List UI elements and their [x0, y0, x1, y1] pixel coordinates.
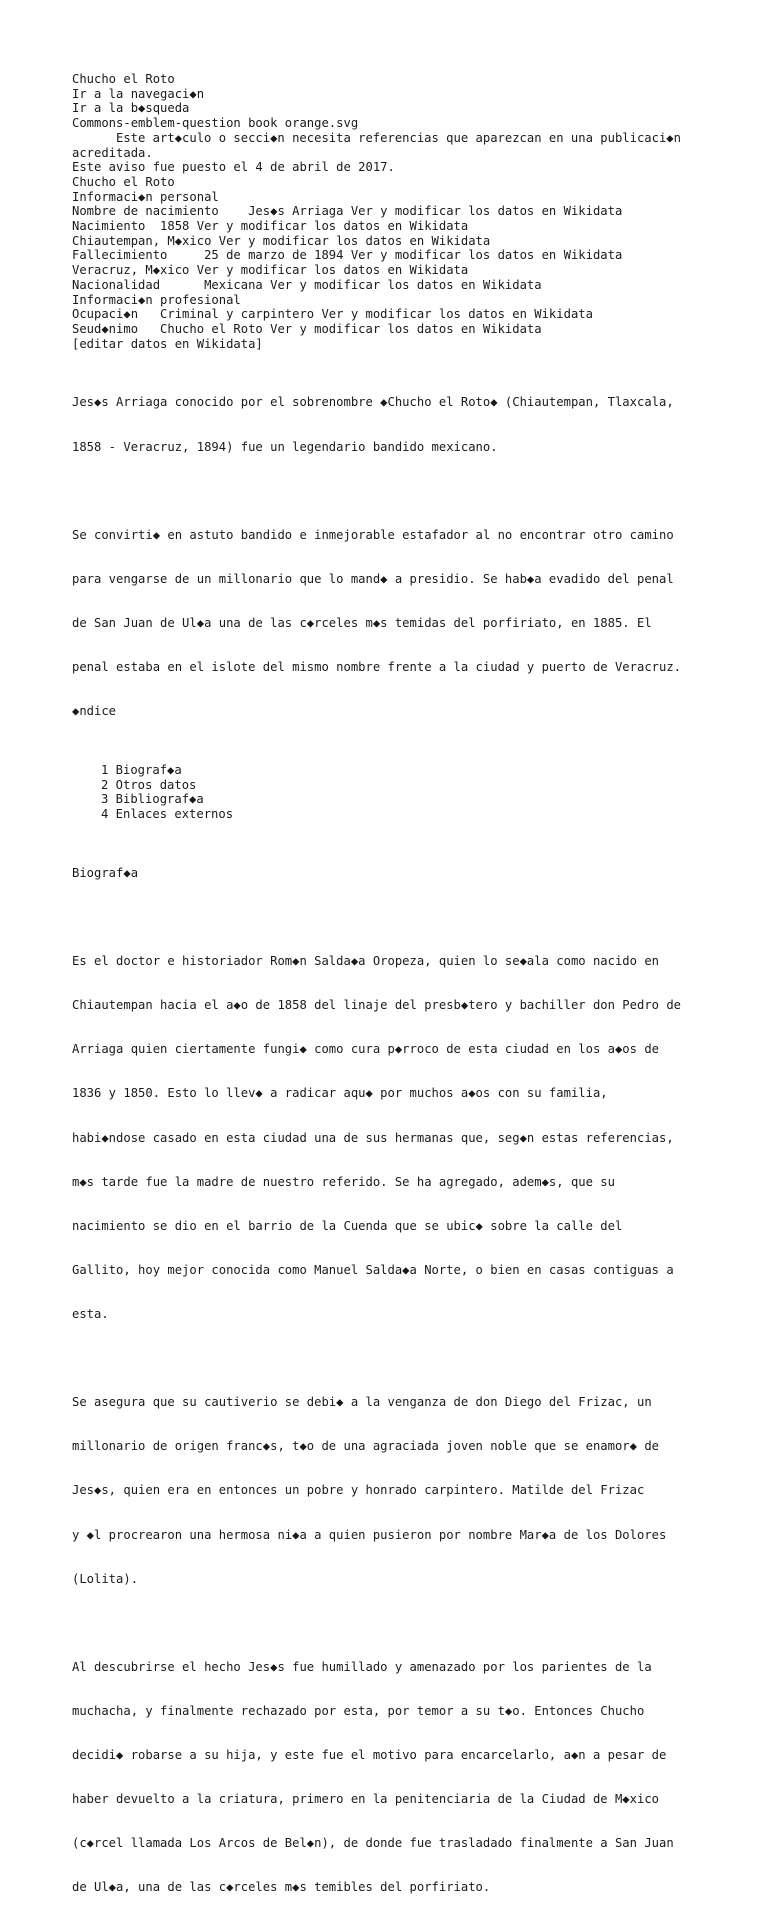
bio-line: habi◆ndose casado en esta ciudad una de sus hermanas que, seg◆n estas referencias, — [72, 1130, 674, 1145]
bio-line: nacimiento se dio en el barrio de la Cuenda que se ubic◆ sobre la calle del — [72, 1218, 623, 1233]
page-title: Chucho el Roto — [72, 72, 175, 86]
infobox-row-death-place[interactable]: Veracruz, M◆xico Ver y modificar los datos en Wikidata — [72, 263, 469, 278]
infobox-personal-header: Informaci◆n personal — [72, 189, 219, 204]
section-heading-text: Biograf◆a — [72, 865, 139, 880]
intro-line: 1858 - Veracruz, 1894) fue un legendario bandido mexicano. — [72, 439, 498, 454]
intro-line: Jes◆s Arriaga conocido por el sobrenombre ◆Chucho el Roto◆ (Chiautempan, Tlaxcala, — [72, 395, 674, 410]
bio-line: Se asegura que su cautiverio se debi◆ a la venganza de don Diego del Frizac, un — [72, 1395, 652, 1410]
infobox-row-occupation[interactable]: Ocupaci◆n Criminal y carpintero Ver y modificar los datos en Wikidata — [72, 307, 593, 322]
section-heading-biografia — [72, 837, 712, 911]
notice-image-caption[interactable]: Commons-emblem-question book orange.svg — [72, 116, 359, 131]
intro-paragraph — [72, 366, 712, 484]
bio-line: Jes◆s, quien era en entonces un pobre y honrado carpintero. Matilde del Frizac — [72, 1483, 645, 1498]
bio-line: haber devuelto a la criatura, primero en la penitenciaria de la Ciudad de M◆xico — [72, 1792, 659, 1807]
toc-item-bibliografia[interactable]: 3 Bibliograf◆a — [101, 792, 204, 807]
summary-line: Se convirti◆ en astuto bandido e inmejorable estafador al no encontrar otro camino — [72, 527, 674, 542]
bio-line: Chiautempan hacia el a◆o de 1858 del linaje del presb◆tero y bachiller don Pedro de — [72, 998, 682, 1013]
summary-line: penal estaba en el islote del mismo nombre frente a la ciudad y puerto de Veracruz. — [72, 660, 682, 675]
bio-line: y ◆l procrearon una hermosa ni◆a a quien pusieron por nombre Mar◆a de los Dolores — [72, 1527, 667, 1542]
bio-line: (c◆rcel llamada Los Arcos de Bel◆n), de donde fue trasladado finalmente a San Juan — [72, 1836, 674, 1851]
skip-to-search-link[interactable]: Ir a la b◆squeda — [72, 101, 190, 116]
biography-paragraph-1 — [72, 925, 712, 1351]
skip-to-navigation-link[interactable]: Ir a la navegaci◆n — [72, 86, 205, 101]
document-body — [72, 72, 712, 1924]
bio-line: Es el doctor e historiador Rom◆n Salda◆a Oropeza, quien lo se◆ala como nacido en — [72, 954, 659, 969]
bio-line: millonario de origen franc◆s, t◆o de una agraciada joven noble que se enamor◆ de — [72, 1439, 659, 1454]
biography-paragraph-3 — [72, 1630, 712, 1924]
infobox-professional-header: Informaci◆n profesional — [72, 292, 241, 307]
notice-text-line-2: acreditada. — [72, 145, 153, 160]
bio-line: de Ul◆a, una de las c◆rceles m◆s temibles del porfiriato. — [72, 1880, 491, 1895]
toc-item-biografia[interactable]: 1 Biograf◆a — [101, 763, 182, 777]
table-of-contents — [72, 763, 712, 822]
infobox-row-birth[interactable]: Nacimiento 1858 Ver y modificar los datos en Wikidata — [72, 219, 469, 234]
bio-line: 1836 y 1850. Esto lo llev◆ a radicar aqu◆ por muchos a◆os con su familia, — [72, 1086, 608, 1101]
summary-line: para vengarse de un millonario que lo mand◆ a presidio. Se hab◆a evadido del penal — [72, 571, 674, 586]
toc-heading: ◆ndice — [72, 704, 117, 719]
infobox-row-birth-name[interactable]: Nombre de nacimiento Jes◆s Arriaga Ver y modificar los datos en Wikidata — [72, 204, 623, 219]
bio-line: muchacha, y finalmente rechazado por esta, por temor a su t◆o. Entonces Chucho — [72, 1703, 645, 1718]
bio-line: Arriaga quien ciertamente fungi◆ como cura p◆rroco de esta ciudad en los a◆os de — [72, 1042, 659, 1057]
toc-item-otros-datos[interactable]: 2 Otros datos — [101, 777, 197, 792]
edit-wikidata-link[interactable]: [editar datos en Wikidata] — [72, 336, 263, 351]
bio-line: esta. — [72, 1306, 109, 1321]
infobox-row-birth-place[interactable]: Chiautempan, M◆xico Ver y modificar los datos en Wikidata — [72, 233, 491, 248]
summary-paragraph — [72, 498, 712, 748]
bio-line: decidi◆ robarse a su hija, y este fue el motivo para encarcelarlo, a◆n a pesar de — [72, 1748, 667, 1763]
summary-line: de San Juan de Ul◆a una de las c◆rceles m◆s temidas del porfiriato, en 1885. El — [72, 615, 652, 630]
infobox-row-death[interactable]: Fallecimiento 25 de marzo de 1894 Ver y modificar los datos en Wikidata — [72, 248, 623, 263]
bio-line: Al descubrirse el hecho Jes◆s fue humillado y amenazado por los parientes de la — [72, 1659, 652, 1674]
infobox-title: Chucho el Roto — [72, 174, 175, 189]
bio-line: Gallito, hoy mejor conocida como Manuel Salda◆a Norte, o bien en casas contiguas a — [72, 1262, 674, 1277]
biography-paragraph-2 — [72, 1366, 712, 1616]
bio-line: m◆s tarde fue la madre de nuestro referido. Se ha agregado, adem◆s, que su — [72, 1174, 615, 1189]
infobox-row-pseudonym[interactable]: Seud◆nimo Chucho el Roto Ver y modificar los datos en Wikidata — [72, 321, 542, 336]
notice-text-line-1: Este art◆culo o secci◆n necesita referencias que aparezcan en una publicaci◆n — [116, 130, 681, 145]
bio-line: (Lolita). — [72, 1571, 139, 1586]
toc-item-enlaces-externos[interactable]: 4 Enlaces externos — [101, 807, 234, 822]
infobox-row-nationality[interactable]: Nacionalidad Mexicana Ver y modificar los datos en Wikidata — [72, 277, 542, 292]
notice-date: Este aviso fue puesto el 4 de abril de 2017. — [72, 160, 395, 175]
